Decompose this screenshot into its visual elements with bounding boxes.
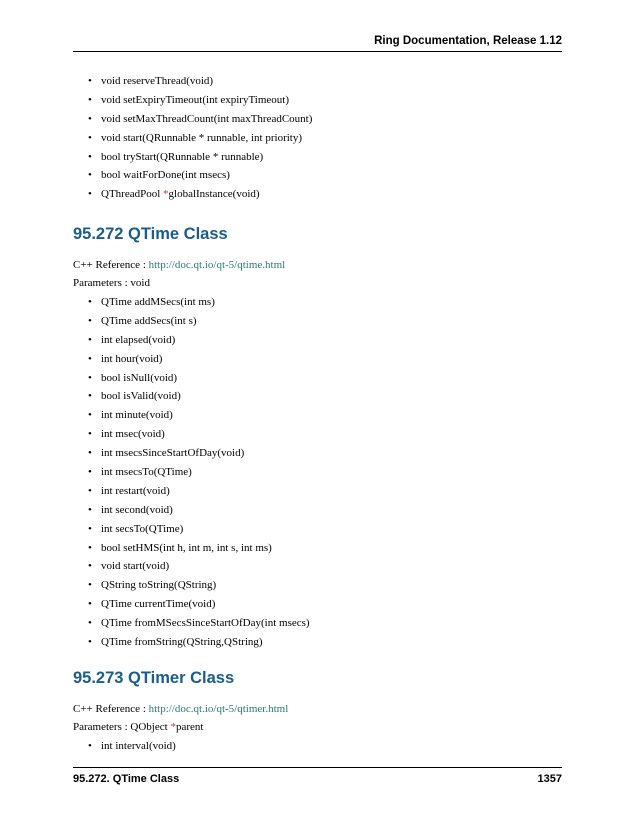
header-rule: [73, 51, 562, 52]
list-item: • QThreadPool *globalInstance(void): [88, 188, 312, 207]
page-number: 1357: [537, 773, 562, 785]
list-item: • int interval(void): [88, 740, 176, 759]
qtimer-method-list: [88, 740, 176, 759]
list-item: • bool isValid(void): [88, 390, 310, 409]
header-title: Ring Documentation, Release 1.12: [374, 35, 562, 47]
list-item: • void start(void): [88, 560, 310, 579]
pointer-star: *: [170, 721, 176, 733]
list-item: • QTime addMSecs(int ms): [88, 296, 310, 315]
list-item: • int msec(void): [88, 428, 310, 447]
list-item: • QTime fromMSecsSinceStartOfDay(int msecs): [88, 617, 310, 636]
list-item: • void reserveThread(void): [88, 75, 312, 94]
qtime-method-list: [88, 296, 310, 655]
list-item: • bool waitForDone(int msecs): [88, 169, 312, 188]
qtime-reference: C++ Reference : http://doc.qt.io/qt-5/qtime.html: [73, 259, 286, 271]
list-item: • QTime fromString(QString,QString): [88, 636, 310, 655]
footer-section: 95.272. QTime Class: [73, 773, 180, 785]
list-item: • QString toString(QString): [88, 579, 310, 598]
list-item: • void setMaxThreadCount(int maxThreadCount): [88, 113, 312, 132]
section-heading-qtime: 95.272 QTime Class: [73, 225, 228, 243]
footer-rule: [73, 767, 562, 768]
list-item: • int msecsSinceStartOfDay(void): [88, 447, 310, 466]
list-item: • bool tryStart(QRunnable * runnable): [88, 151, 312, 170]
list-item: • int secsTo(QTime): [88, 523, 310, 542]
qtime-reference-link[interactable]: http://doc.qt.io/qt-5/qtime.html: [148, 259, 286, 271]
pointer-star: *: [163, 188, 169, 201]
list-item: • int elapsed(void): [88, 334, 310, 353]
list-item: • void start(QRunnable * runnable, int priority): [88, 132, 312, 151]
list-item: • void setExpiryTimeout(int expiryTimeout): [88, 94, 312, 113]
qtimer-parameters: Parameters : QObject *parent: [73, 721, 204, 733]
section-heading-qtimer: 95.273 QTimer Class: [73, 669, 235, 687]
list-item: • QTime currentTime(void): [88, 598, 310, 617]
list-item: • bool isNull(void): [88, 372, 310, 391]
list-item: • int minute(void): [88, 409, 310, 428]
threadpool-method-list: [88, 75, 312, 207]
qtime-parameters: Parameters : void: [73, 277, 150, 289]
list-item: • QTime addSecs(int s): [88, 315, 310, 334]
qtimer-reference-link[interactable]: http://doc.qt.io/qt-5/qtimer.html: [148, 703, 289, 715]
list-item: • int restart(void): [88, 485, 310, 504]
list-item: • int msecsTo(QTime): [88, 466, 310, 485]
qtimer-reference: C++ Reference : http://doc.qt.io/qt-5/qtimer.html: [73, 703, 289, 715]
list-item: • int hour(void): [88, 353, 310, 372]
page-header: [73, 34, 562, 48]
list-item: • int second(void): [88, 504, 310, 523]
list-item: • bool setHMS(int h, int m, int s, int ms): [88, 542, 310, 561]
